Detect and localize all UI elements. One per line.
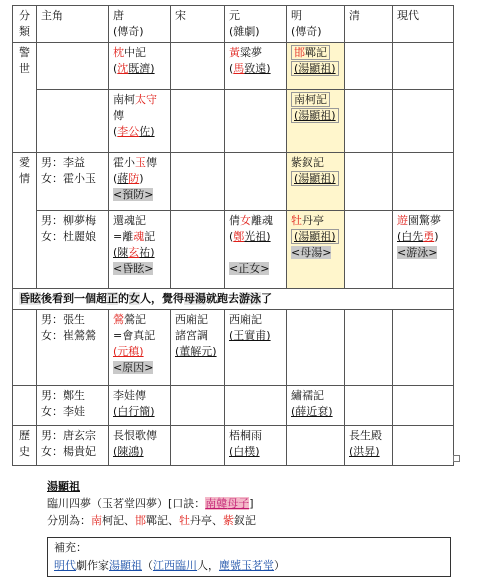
cell-empty [171,426,225,466]
cell-empty [393,426,454,466]
cell-empty [287,310,345,386]
header-category: 分 類 [13,6,37,43]
cell-roles-tangxuanzong: 男：唐玄宗 女：楊貴妃 [37,426,109,466]
cell-tang-zhenzhongji: 枕中記 (沈既濟) [109,43,171,90]
header-tang: 唐 (傳奇) [109,6,171,43]
row-aiqing-2 [13,211,454,289]
cell-ming-mudanting: 牡丹亭 (湯顯祖) <母湯> [287,211,345,289]
row-aiqing-1 [13,153,454,211]
four-dreams-list: 分別為：南柯記、邯鄲記、牡丹亭、紫釵記 [47,514,256,527]
notes-section [47,478,467,529]
cell-empty [225,90,287,153]
cell-empty [345,90,393,153]
cell-tang-yingyingji: 鶯鶯記 =會真記 (元稹) <原因> [109,310,171,386]
cell-tang-liwazhuan: 李娃傳 (白行簡) [109,386,171,426]
cell-roles-liyi: 男：李益 女：霍小玉 [37,153,109,211]
cell-empty [171,153,225,211]
cell-empty [171,386,225,426]
row-aiqing-4 [13,386,454,426]
supplement-text: 明代劇作家湯顯祖（江西臨川人，塵號玉茗堂） [54,559,285,572]
cell-modern-youyuanjingmeng: 遊園驚夢 (白先勇) <游泳> [393,211,454,289]
cell-empty [345,310,393,386]
note-row [13,289,454,310]
cell-empty [345,153,393,211]
cell-tang-huoxiaoyu: 霍小玉傳 (蔣防) <預防> [109,153,171,211]
cell-empty [345,211,393,289]
cell-empty [287,426,345,466]
cell-empty [37,43,109,90]
header-protagonist: 主角 [37,6,109,43]
cell-empty [393,153,454,211]
cell-empty [345,386,393,426]
cell-empty [345,43,393,90]
header-yuan: 元 (雜劇) [225,6,287,43]
cell-qing-changshengdian: 長生殿 (洪昇) [345,426,393,466]
cell-ming-handanji: 邯鄲記 (湯顯祖) [287,43,345,90]
section-title: 湯顯祖 [47,480,80,493]
cell-ming-xiuruji: 繡襦記 (薛近袞) [287,386,345,426]
cell-tang-changhengezhuan: 長恨歌傳 (陳鴻) [109,426,171,466]
row-aiqing-3 [13,310,454,386]
opera-table [12,5,454,466]
cell-roles-zhengsheng: 男：鄭生 女：李娃 [37,386,109,426]
cell-ming-zichaiji: 紫釵記 (湯顯祖) [287,153,345,211]
header-song: 宋 [171,6,225,43]
table-resize-handle[interactable] [453,455,460,462]
cell-song-xixiangji: 西廂記 諸宮調 (董解元) [171,310,225,386]
cell-yuan-xixiangji: 西廂記 (王實甫) [225,310,287,386]
cell-roles-liumengmei: 男：柳夢梅 女：杜麗娘 [37,211,109,289]
header-ming: 明 (傳奇) [287,6,345,43]
cell-empty [13,386,37,426]
four-dreams-line: 臨川四夢（玉茗堂四夢）[口訣：南韓母子] [47,497,254,510]
cell-empty [171,90,225,153]
cell-tang-huanhunji: 還魂記 =離魂記 (陳玄祐) <昏眩> [109,211,171,289]
supplement-box [47,537,451,577]
category-jingshi: 警 世 [13,43,37,153]
cell-empty [171,211,225,289]
mnemonic-sentence: 昏眩後看到一個超正的女人，覺得母湯就跑去游泳了 [13,289,454,310]
cell-yuan-wutongyu: 梧桐雨 (白樸) [225,426,287,466]
cell-empty [225,386,287,426]
cell-ming-nankeji: 南柯記 (湯顯祖) [287,90,345,153]
category-aiqing: 愛 情 [13,153,37,289]
supplement-label: 補充： [54,541,87,554]
row-jingshi-2 [13,90,454,153]
cell-empty [225,153,287,211]
cell-empty [393,310,454,386]
header-qing: 清 [345,6,393,43]
cell-yuan-huangliangmeng: 黃粱夢 (馬致遠) [225,43,287,90]
cell-roles-zhangsheng: 男：張生 女：崔鶯鶯 [37,310,109,386]
cell-yuan-qiannvlihun: 倩女離魂 (鄭光祖) <正女> [225,211,287,289]
cell-empty [393,43,454,90]
cell-empty [37,90,109,153]
category-lishi: 歷 史 [13,426,37,466]
cell-empty [393,386,454,426]
row-lishi [13,426,454,466]
row-jingshi-1 [13,43,454,90]
header-modern: 現代 [393,6,454,43]
cell-empty [171,43,225,90]
cell-empty [13,310,37,386]
cell-tang-nanketaishou: 南柯太守 傳 (李公佐) [109,90,171,153]
cell-empty [393,90,454,153]
header-row [13,6,454,43]
